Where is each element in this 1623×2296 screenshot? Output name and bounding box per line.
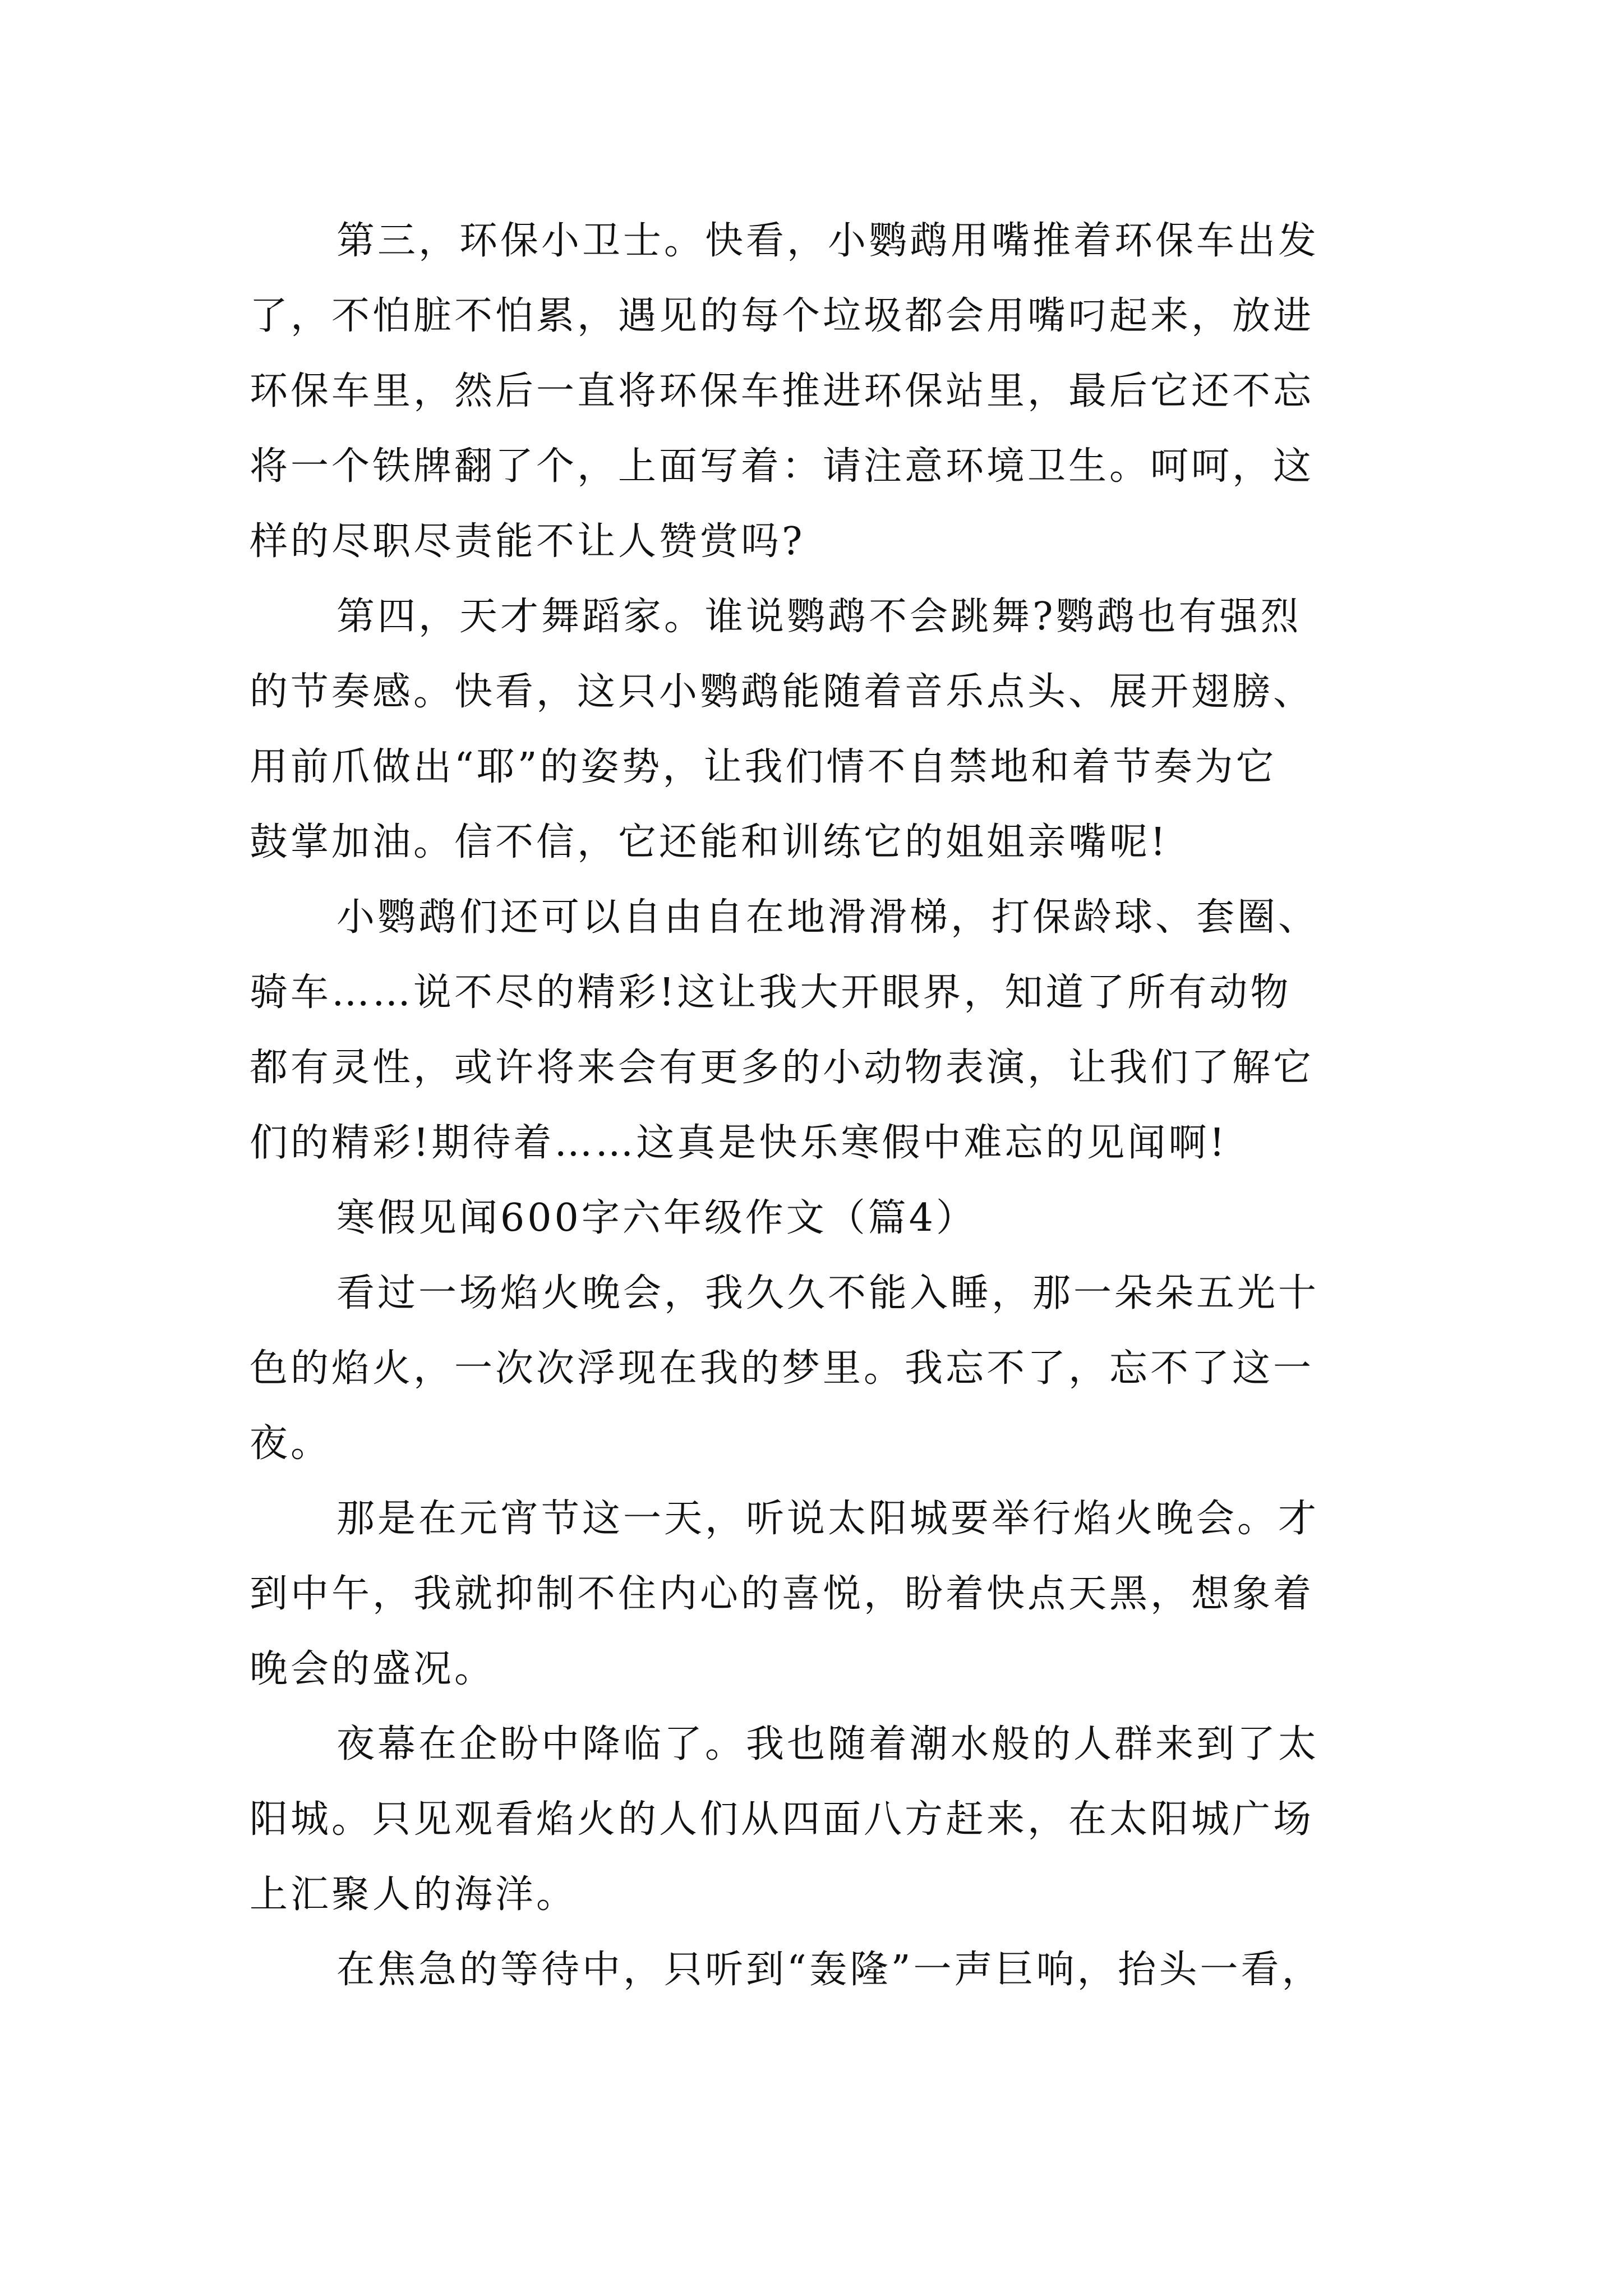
paragraph-line: 的节奏感。快看，这只小鹦鹉能随着音乐点头、展开翅膀、 xyxy=(250,670,1315,714)
paragraph-line: 鼓掌加油。信不信，它还能和训练它的姐姐亲嘴呢! xyxy=(250,820,1169,864)
paragraph-line: 小鹦鹉们还可以自由自在地滑滑梯，打保龄球、套圈、 xyxy=(336,895,1320,940)
paragraph-line: 夜。 xyxy=(250,1421,332,1466)
paragraph-line: 阳城。只见观看焰火的人们从四面八方赶来，在太阳城广场 xyxy=(250,1797,1315,1842)
paragraph-line: 了，不怕脏不怕累，遇见的每个垃圾都会用嘴叼起来，放进 xyxy=(250,294,1315,338)
paragraph-line: 将一个铁牌翻了个，上面写着：请注意环境卫生。呵呵，这 xyxy=(250,444,1315,489)
paragraph-line: 色的焰火，一次次浮现在我的梦里。我忘不了，忘不了这一 xyxy=(250,1346,1315,1391)
paragraph-line: 骑车……说不尽的精彩!这让我大开眼界，知道了所有动物 xyxy=(250,970,1292,1015)
paragraph-line: 到中午，我就抑制不住内心的喜悦，盼着快点天黑，想象着 xyxy=(250,1572,1315,1616)
paragraph-line: 晚会的盛况。 xyxy=(250,1647,496,1691)
paragraph-line: 们的精彩!期待着……这真是快乐寒假中难忘的见闻啊! xyxy=(250,1121,1228,1165)
paragraph-line: 在焦急的等待中，只听到“轰隆”一声巨响，抬头一看， xyxy=(336,1948,1323,1992)
paragraph-line: 都有灵性，或许将来会有更多的小动物表演，让我们了解它 xyxy=(250,1046,1315,1090)
paragraph-line: 看过一场焰火晚会，我久久不能入睡，那一朵朵五光十 xyxy=(336,1271,1320,1315)
paragraph-line: 第四，天才舞蹈家。谁说鹦鹉不会跳舞?鹦鹉也有强烈 xyxy=(336,595,1302,639)
paragraph-line: 环保车里，然后一直将环保车推进环保站里，最后它还不忘 xyxy=(250,369,1315,413)
paragraph-line: 夜幕在企盼中降临了。我也随着潮水般的人群来到了太 xyxy=(336,1722,1320,1766)
paragraph-line: 那是在元宵节这一天，听说太阳城要举行焰火晚会。才 xyxy=(336,1497,1320,1541)
paragraph-line: 上汇聚人的海洋。 xyxy=(250,1872,578,1917)
section-heading: 寒假见闻600字六年级作文（篇4） xyxy=(336,1196,978,1240)
paragraph-line: 用前爪做出“耶”的姿势，让我们情不自禁地和着节奏为它 xyxy=(250,745,1277,789)
paragraph-line: 样的尽职尽责能不让人赞赏吗? xyxy=(250,519,805,564)
paragraph-line: 第三，环保小卫士。快看，小鹦鹉用嘴推着环保车出发 xyxy=(336,219,1320,263)
